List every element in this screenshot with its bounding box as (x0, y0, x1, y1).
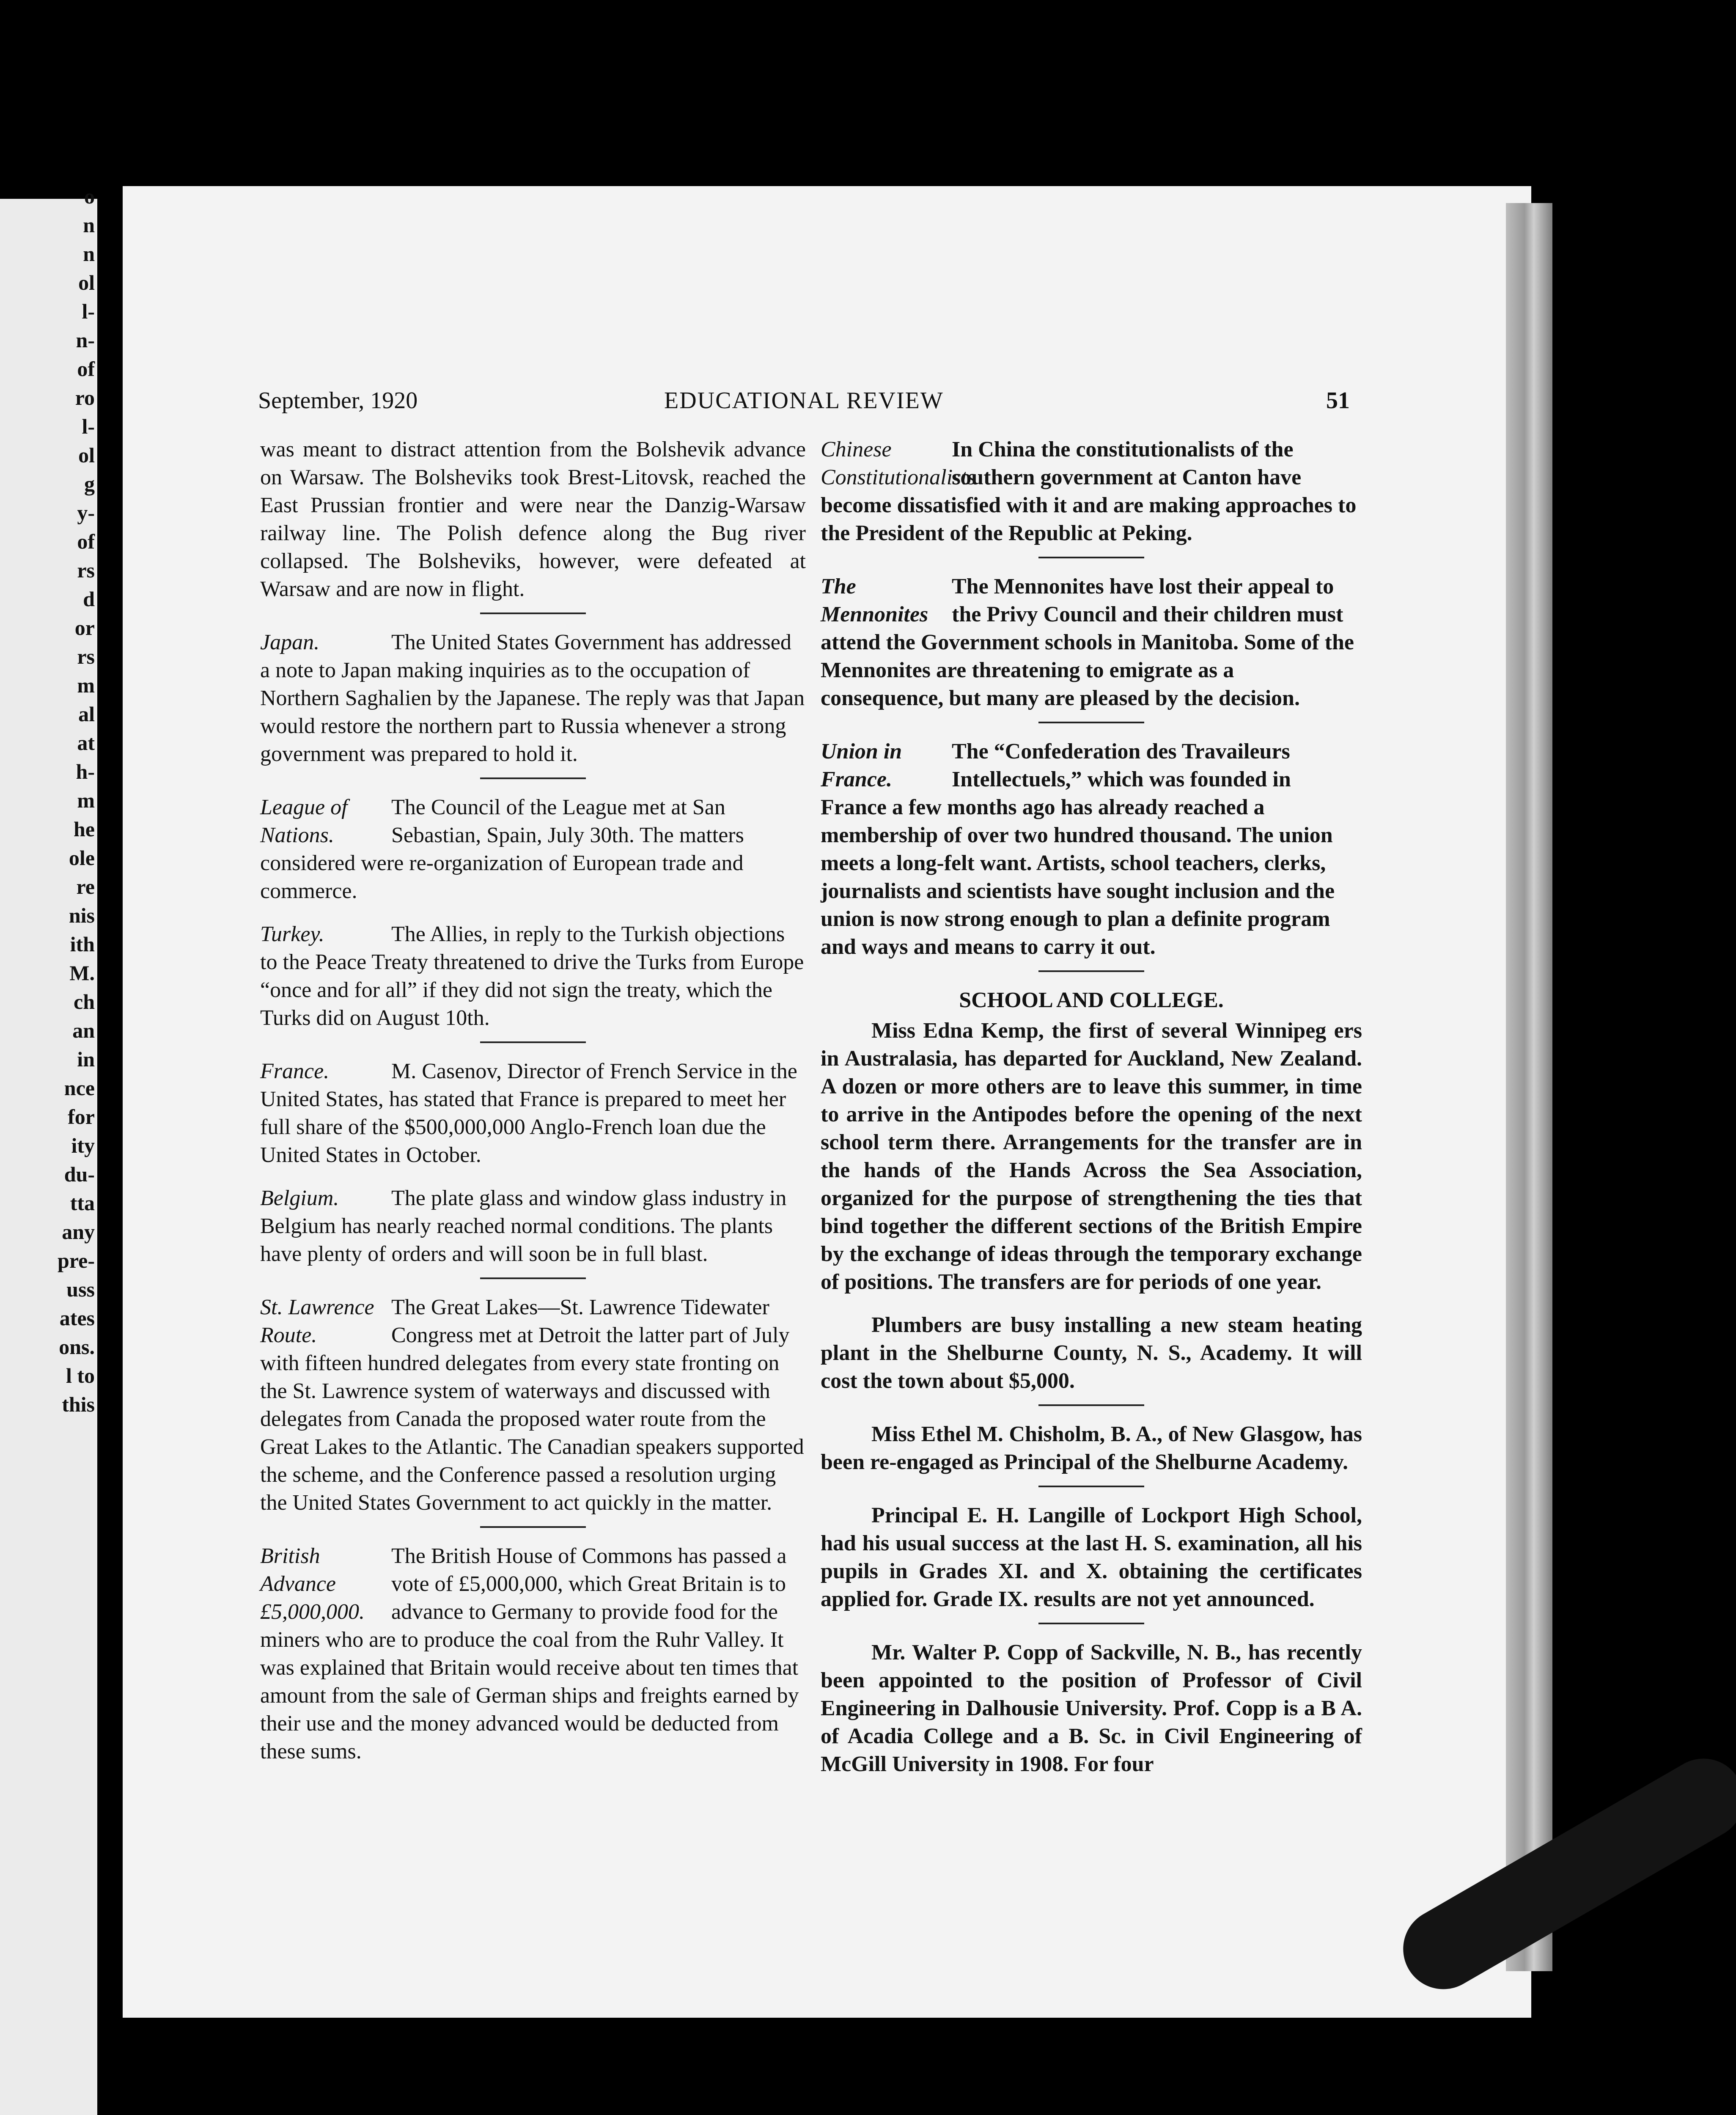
facing-page-fragment: in (77, 1047, 95, 1071)
divider (1038, 1623, 1144, 1624)
facing-page-fragment: tta (70, 1191, 95, 1215)
side-heading: St. Lawrence Route. (260, 1295, 374, 1347)
right-column (821, 436, 1362, 1778)
side-heading: Turkey. (260, 922, 324, 946)
facing-page-fragment: l to (66, 1364, 95, 1387)
facing-page-fragment: M. (69, 961, 95, 985)
divider (480, 1041, 586, 1043)
book-page-edges (1506, 203, 1552, 1971)
facing-page-fragment: ol (78, 271, 95, 294)
facing-page-fragment: m (77, 788, 95, 812)
paragraph-poland-continued: was meant to distract attention from the Bolshevik advance on Warsaw. The Bolsheviks took Brest-Litovsk, reached the East Prussian frontier and were near the Danzig-Warsaw railway line. The Polish defence along the Bug river collapsed. The Bolsheviks, however, were defeated at Warsaw and are now in flight. (260, 437, 806, 601)
facing-page-fragment: uss (66, 1277, 95, 1301)
divider (480, 1277, 586, 1279)
item-body: The Mennonites have lost their appeal to the Privy Council and their children must attend the Government schools in Manitoba. Some of the Mennonites are threatening to emigrate as a consequence, but many are pleased by the decision. (821, 574, 1354, 710)
facing-page-fragment: n (83, 242, 95, 266)
facing-page-fragment: this (62, 1393, 95, 1416)
facing-page-fragment: ole (69, 846, 95, 870)
facing-page-fragment: or (74, 616, 95, 640)
news-item-league (260, 794, 806, 905)
divider (1038, 1404, 1144, 1406)
news-item-british-advance (260, 1542, 806, 1766)
facing-page-fragment: du- (64, 1162, 95, 1186)
journal-title: EDUCATIONAL REVIEW (664, 387, 944, 414)
item-body: The United States Government has addressed a note to Japan making inquiries as to the occupation of Northern Saghalien by the Japanese. The reply was that Japan would restore the northern part to Russia whenever a strong government was prepared to hold it. (260, 630, 805, 766)
side-heading: British Advance £5,000,000. (260, 1544, 365, 1624)
facing-page-fragment: d (83, 587, 95, 611)
divider (1038, 557, 1144, 558)
facing-page-fragment: ity (71, 1134, 95, 1157)
paragraph-chisholm: Miss Ethel M. Chisholm, B. A., of New Glasgow, has been re-engaged as Principal of the Shelburne Academy. (821, 1422, 1362, 1474)
facing-page-fragment: ates (59, 1306, 95, 1330)
news-item-mennonites (821, 573, 1362, 712)
paragraph-plumbers: Plumbers are busy installing a new steam heating plant in the Shelburne County, N. S., Academy. It will cost the town about $5,000. (821, 1313, 1362, 1393)
facing-page-fragment: he (74, 817, 95, 841)
facing-page-fragment: for (68, 1105, 95, 1129)
header-date: September, 1920 (258, 387, 418, 414)
divider (1038, 1486, 1144, 1487)
facing-page-fragment: ith (70, 932, 95, 956)
facing-page-fragment: any (62, 1220, 95, 1244)
paragraph-kemp: Miss Edna Kemp, the first of several Winnipeg ers in Australasia, has departed for Auckland, New Zealand. A dozen or more others are to leave this summer, in time to arrive in the Antipodes before the opening of the next school term there. Arrangements for the transfer are in the hands of the Hands Across the Sea Association, organized for the purpose of strengthening the ties that bind together the different sections of the British Empire by the exchange of ideas through the temporary exchange of positions. The transfers are for periods of one year. (821, 1019, 1362, 1294)
facing-page-fragment: rs (77, 645, 95, 668)
facing-page-fragment: rs (77, 558, 95, 582)
facing-page-fragment: m (77, 673, 95, 697)
facing-page-fragment: al (78, 702, 95, 726)
item-body: The Great Lakes—St. Lawrence Tidewater Congress met at Detroit the latter part of July with fifteen hundred delegates from every state fronting on the St. Lawrence system of waterways and discussed with delegates from Canada the proposed water route from the Great Lakes to the Atlantic. The Canadian speakers supported the scheme, and the Conference passed a resolution urging the United States Government to act quickly in the matter. (260, 1295, 804, 1515)
divider (1038, 722, 1144, 723)
item-body: The Allies, in reply to the Turkish objections to the Peace Treaty threatened to drive the Turks from Europe “once and for all” if they did not sign the treaty, which the Turks did on August 10th. (260, 922, 804, 1030)
news-item-union-france (821, 738, 1362, 961)
facing-page-fragment: o (84, 184, 95, 208)
paragraph-copp: Mr. Walter P. Copp of Sackville, N. B., has recently been appointed to the position of Professor of Civil Engineering in Dalhousie University. Prof. Copp is a B A. of Acadia College and a B. Sc. in Civil Engineering of McGill University in 1908. For four (821, 1640, 1362, 1776)
news-item-japan (260, 629, 806, 768)
side-heading: The Mennonites (821, 574, 928, 626)
paragraph-langille: Principal E. H. Langille of Lockport High School, had his usual success at the last H. S. examination, all his pupils in Grades XI. and X. obtaining the certificates applied for. Grade IX. results are not yet announced. (821, 1503, 1362, 1611)
news-item-france (260, 1058, 806, 1169)
facing-page-fragment: g (84, 472, 95, 496)
news-item-belgium (260, 1184, 806, 1268)
section-heading: SCHOOL AND COLLEGE. (959, 988, 1224, 1012)
facing-page-fragment: of (77, 530, 95, 553)
side-heading: Belgium. (260, 1186, 339, 1210)
facing-page-fragment: ro (75, 386, 95, 409)
divider (1038, 970, 1144, 972)
facing-page-fragment: of (77, 357, 95, 381)
facing-page-fragment: an (72, 1019, 95, 1042)
page-number: 51 (1326, 387, 1350, 414)
side-heading: Union in France. (821, 739, 902, 791)
facing-page-fragment: n (83, 213, 95, 237)
facing-page-fragment: at (77, 731, 95, 755)
item-body: The British House of Commons has passed a vote of £5,000,000, which Great Britain is to advance to Germany to provide food for the miners who are to produce the coal from the Ruhr Valley. It was explained that Britain would receive about ten times that amount from the sale of German ships and freights earned by their use and the money advanced would be deducted from these sums. (260, 1544, 799, 1763)
item-body: M. Casenov, Director of French Service in the United States, has stated that France is prepared to meet her full share of the $500,000,000 Anglo-French loan due the United States in October. (260, 1059, 797, 1167)
facing-page-fragment: ol (78, 443, 95, 467)
facing-page-text-fragments (0, 182, 97, 1419)
news-item-st-lawrence (260, 1294, 806, 1517)
facing-page-fragment: l- (82, 299, 95, 323)
left-column (260, 436, 806, 1766)
facing-page-fragment: ch (74, 990, 95, 1014)
side-heading: League of Nations. (260, 795, 348, 847)
facing-page-fragment: nce (64, 1076, 95, 1100)
side-heading: Japan. (260, 630, 320, 654)
facing-page-fragment: l- (82, 415, 95, 438)
facing-page-fragment: re (76, 875, 95, 898)
divider (480, 1526, 586, 1528)
facing-page-fragment: h- (76, 760, 95, 783)
side-heading: France. (260, 1059, 330, 1083)
facing-page-fragment: nis (69, 904, 95, 927)
facing-page-fragment: y- (77, 501, 95, 525)
item-body: The “Confederation des Travaileurs Intellectuels,” which was founded in France a few months ago has already reached a membership of over two hundred thousand. The union meets a long-felt want. Artists, school teachers, clerks, journalists and scientists have sought inclusion and the union is now strong enough to plan a definite program and ways and means to carry it out. (821, 739, 1335, 959)
facing-page-fragment: ons. (59, 1335, 95, 1359)
divider (480, 777, 586, 779)
item-body: The plate glass and window glass industry in Belgium has nearly reached normal conditions. The plants have plenty of orders and will soon be in full blast. (260, 1186, 787, 1266)
side-heading: Chinese Constitutionalists (821, 437, 976, 489)
facing-page-fragment: n- (76, 328, 95, 352)
news-item-chinese (821, 436, 1362, 547)
item-body: The Council of the League met at San Sebastian, Spain, July 30th. The matters considered were re-organization of European trade and commerce. (260, 795, 744, 903)
divider (480, 613, 586, 614)
news-item-turkey (260, 920, 806, 1032)
facing-page-fragment: pre- (58, 1249, 95, 1272)
item-body: In China the constitutionalists of the southern government at Canton have become dissatisfied with it and are making approaches to the President of the Republic at Peking. (821, 437, 1357, 545)
